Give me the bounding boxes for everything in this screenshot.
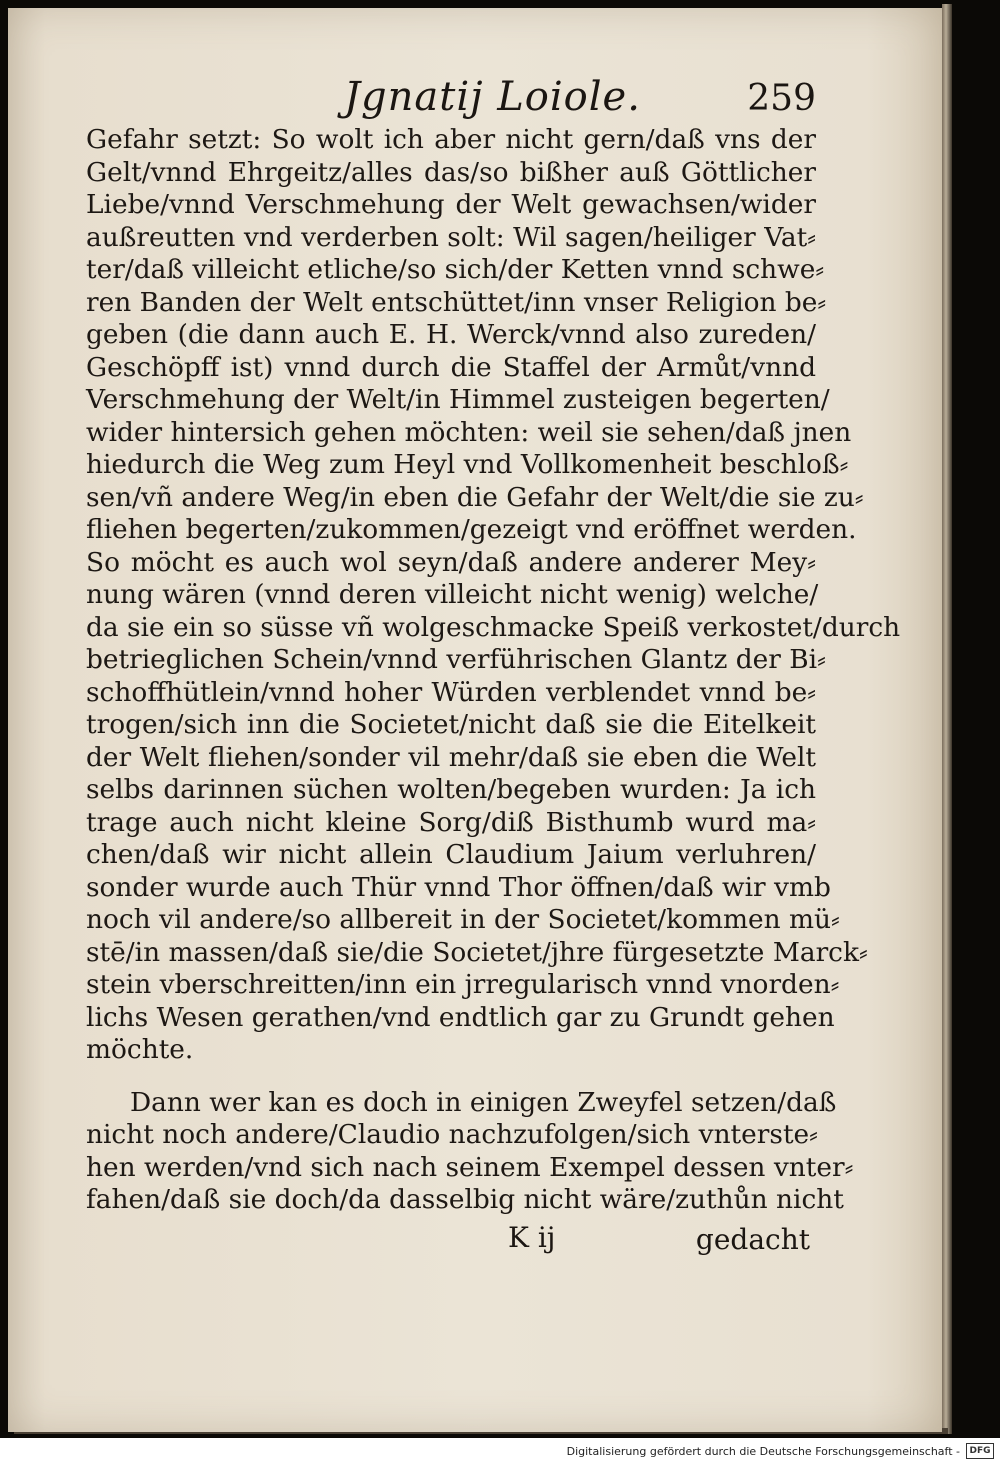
paragraph-gap <box>86 1067 816 1087</box>
text-line: lichs Wesen gerathen/vnd endtlich gar zu Grundt gehen <box>86 1001 835 1033</box>
text-line: außreutten vnd verderben solt: Wil sagen/heiliger Vat⸗ <box>86 221 816 253</box>
digitization-notice: Digitalisierung gefördert durch die Deutsche Forschungsgemeinschaft - <box>566 1445 960 1458</box>
text-line: wider hintersich gehen möchten: weil sie sehen/daß jnen <box>86 416 852 448</box>
text-line: fliehen begerten/zukommen/gezeigt vnd eröffnet werden. <box>86 514 857 545</box>
text-line: sen/vñ andere Weg/in eben die Gefahr der Welt/die sie zu⸗ <box>86 481 864 513</box>
text-line: stē/in massen/daß sie/die Societet/jhre fürgesetzte Marck⸗ <box>86 936 868 968</box>
body-text <box>86 124 901 1217</box>
page-edge-right <box>942 4 952 1434</box>
text-line: schoffhütlein/vnnd hoher Würden verblendet vnnd be⸗ <box>86 676 816 708</box>
text-line: So möcht es auch wol seyn/daß andere anderer Mey⸗ <box>86 546 816 578</box>
text-line: nicht noch andere/Claudio nachzufolgen/sich vnterste⸗ <box>86 1119 818 1150</box>
text-line: da sie ein so süsse vñ wolgeschmacke Speiß verkostet/durch <box>86 611 901 643</box>
dfg-logo: DFG <box>966 1443 994 1459</box>
text-line: hiedurch die Weg zum Heyl vnd Vollkomenheit beschloß⸗ <box>86 449 849 480</box>
text-line: Geschöpff ist) vnnd durch die Staffel der Armůt/vnnd <box>86 351 816 383</box>
text-line: Dann wer kan es doch in einigen Zweyfel setzen/daß <box>130 1086 837 1118</box>
text-line: noch vil andere/so allbereit in der Societet/kommen mü⸗ <box>86 904 840 935</box>
text-line: chen/daß wir nicht allein Claudium Jaium verluhren/ <box>86 839 816 870</box>
text-line: Liebe/vnnd Verschmehung der Welt gewachsen/wider <box>86 189 816 220</box>
text-line: ter/daß villeicht etliche/so sich/der Ketten vnnd schwe⸗ <box>86 254 825 285</box>
text-line: Verschmehung der Welt/in Himmel zusteigen begerten/ <box>86 384 830 415</box>
running-title: Jgnatij Loiole. <box>344 74 641 120</box>
text-line: ren Banden der Welt entschüttet/inn vnser Religion be⸗ <box>86 286 827 318</box>
text-line: Gefahr setzt: So wolt ich aber nicht gern/daß vns der <box>86 124 816 155</box>
page-number: 259 <box>747 78 816 119</box>
text-line: betrieglichen Schein/vnnd verführischen Glantz der Bi⸗ <box>86 644 826 675</box>
text-line: trogen/sich inn die Societet/nicht daß sie die Eitelkeit <box>86 709 816 740</box>
text-line: möchte. <box>86 1034 194 1065</box>
catchword: gedacht <box>695 1223 810 1256</box>
text-line: sonder wurde auch Thür vnnd Thor öffnen/daß wir vmb <box>86 871 831 903</box>
text-line: der Welt fliehen/sonder vil mehr/daß sie eben die Welt <box>86 741 816 773</box>
text-line: fahen/daß sie doch/da dasselbig nicht wäre/zuthůn nicht <box>86 1184 844 1215</box>
text-line: trage auch nicht kleine Sorg/diß Bisthumb wurd ma⸗ <box>86 806 816 838</box>
text-line: nung wären (vnnd deren villeicht nicht wenig) welche/ <box>86 579 819 610</box>
page-footer <box>86 1220 816 1260</box>
page-header <box>90 72 816 124</box>
text-line: selbs darinnen süchen wolten/begeben wurden: Ja ich <box>86 774 816 805</box>
text-line: geben (die dann auch E. H. Werck/vnnd also zureden/ <box>86 319 816 350</box>
text-line: hen werden/vnd sich nach seinem Exempel dessen vnter⸗ <box>86 1151 854 1183</box>
text-line: Gelt/vnnd Ehrgeitz/alles das/so bißher auß Göttlicher <box>86 156 816 188</box>
text-line: stein vberschreitten/inn ein jrregularisch vnnd vnorden⸗ <box>86 969 840 1000</box>
digitization-bar <box>0 1438 1000 1466</box>
signature-mark: K ij <box>508 1221 556 1254</box>
